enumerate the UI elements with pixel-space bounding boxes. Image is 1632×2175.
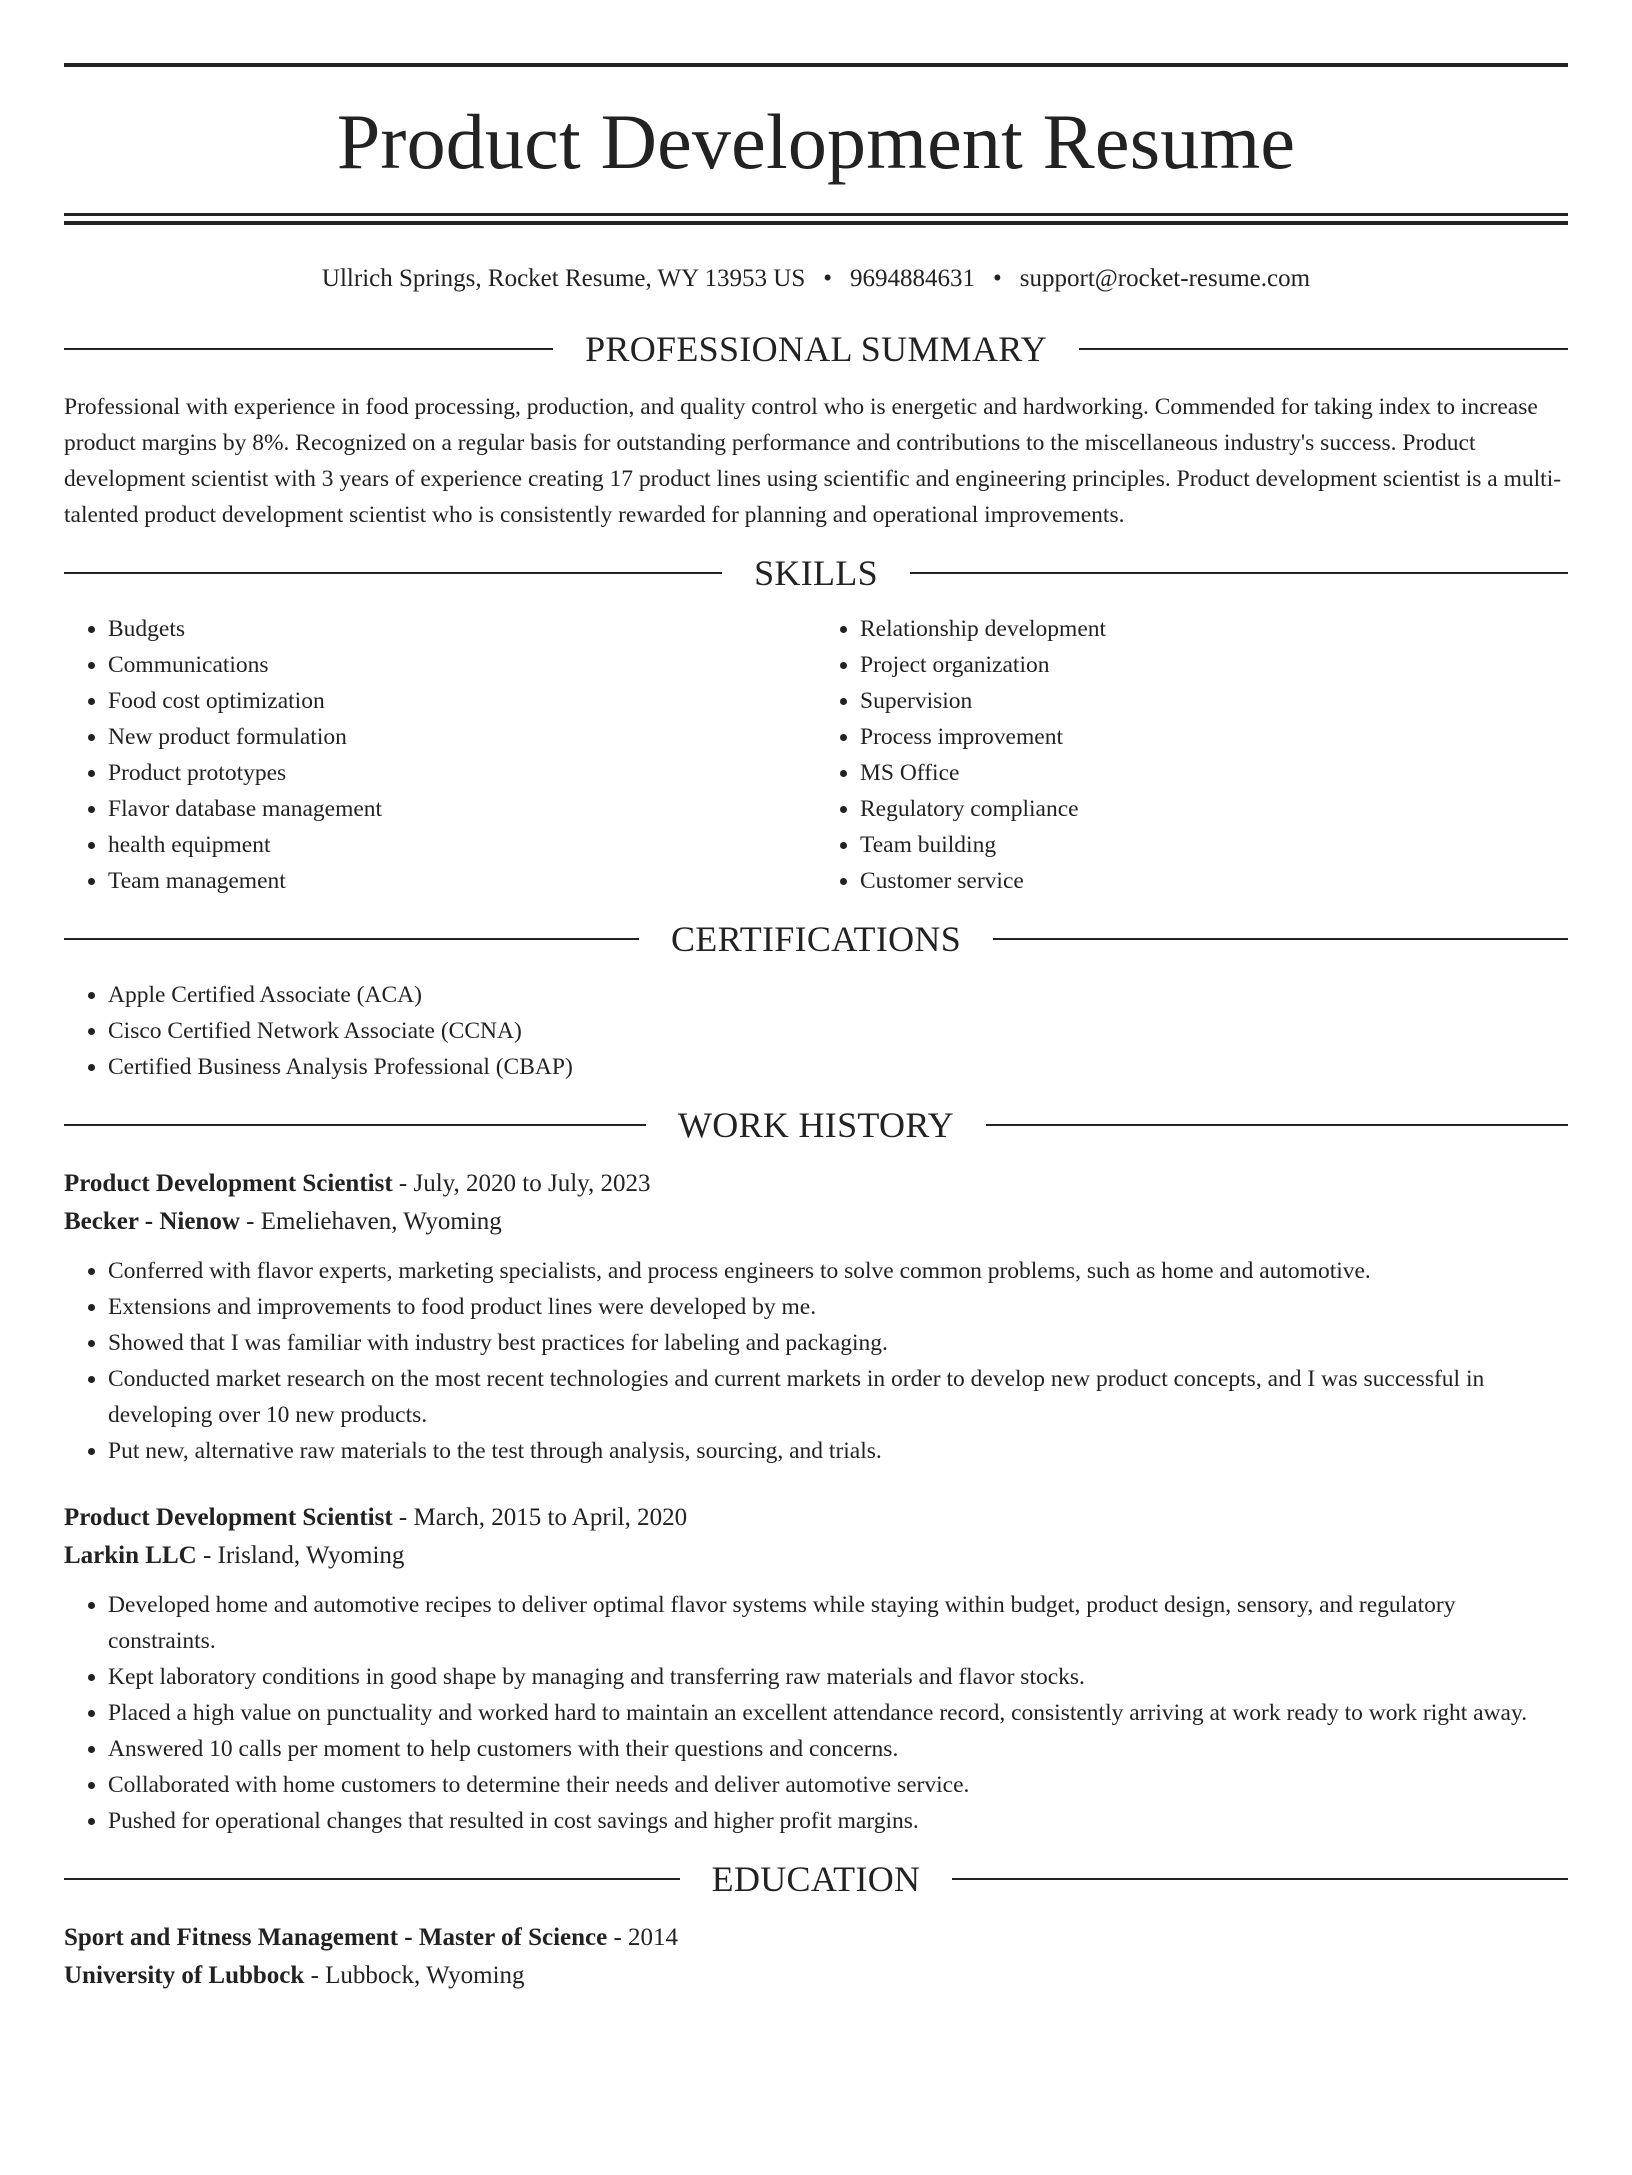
- top-rule: [64, 63, 1568, 67]
- heading-rule: [1079, 348, 1568, 350]
- section-title: EDUCATION: [711, 1859, 921, 1899]
- certifications-list: [64, 977, 1568, 1085]
- skill-item: • Relationship development: [860, 611, 1568, 647]
- contact-line: [64, 259, 1568, 299]
- section-heading-education: [64, 1851, 1568, 1907]
- resume-page: [0, 63, 1632, 2175]
- heading-rule: [993, 938, 1568, 940]
- job-bullets: [64, 1253, 1568, 1469]
- job-bullet: • Answered 10 calls per moment to help customers with their questions and concerns.: [108, 1731, 1568, 1767]
- heading-rule: [64, 1124, 646, 1126]
- job-bullet: • Collaborated with home customers to determine their needs and deliver automotive service.: [108, 1767, 1568, 1803]
- skill-item: • Budgets: [108, 611, 816, 647]
- employer-location: - Emeliehaven, Wyoming: [239, 1208, 502, 1235]
- degree-name: Sport and Fitness Management - Master of Science: [64, 1924, 608, 1951]
- job-title-line: [64, 1165, 1568, 1203]
- certification-item: • Apple Certified Associate (ACA): [108, 977, 1568, 1013]
- job-title: Product Development Scientist: [64, 1170, 393, 1197]
- degree-line: [64, 1919, 1568, 1957]
- job-title-line: [64, 1499, 1568, 1537]
- skill-item: • Product prototypes: [108, 755, 816, 791]
- skill-item: • Team management: [108, 863, 816, 899]
- contact-email: support@rocket-resume.com: [1019, 265, 1311, 292]
- school-name: University of Lubbock: [64, 1962, 305, 1989]
- summary-text: Professional with experience in food processing, production, and quality control who is energetic and hardworking. Commended for taking index to increase product margins by 8%. Recognized on a regular basis for outstanding performance and contributions to the miscellaneous industry's success. Product development scientist with 3 years of experience creating 17 product lines using scientific and engineering principles. Product development scientist is a multi-talented product development scientist who is consistently rewarded for planning and operational improvements.: [64, 394, 1562, 528]
- job-bullet: • Showed that I was familiar with industry best practices for labeling and packaging.: [108, 1325, 1568, 1361]
- job-entry: [64, 1165, 1568, 1469]
- skill-item: • Team building: [860, 827, 1568, 863]
- skill-item: • Communications: [108, 647, 816, 683]
- title-double-rule: [64, 213, 1568, 225]
- skill-item: • Process improvement: [860, 719, 1568, 755]
- job-dates: - March, 2015 to April, 2020: [392, 1504, 688, 1531]
- heading-rule: [64, 572, 722, 574]
- certification-item: • Certified Business Analysis Professional (CBAP): [108, 1049, 1568, 1085]
- heading-rule: [910, 572, 1568, 574]
- heading-rule: [986, 1124, 1568, 1126]
- section-heading-skills: [64, 545, 1568, 601]
- heading-rule: [64, 348, 553, 350]
- job-title: Product Development Scientist: [64, 1504, 393, 1531]
- job-bullet: • Extensions and improvements to food product lines were developed by me.: [108, 1289, 1568, 1325]
- skill-item: • health equipment: [108, 827, 816, 863]
- job-bullet: • Placed a high value on punctuality and worked hard to maintain an excellent attendance record, consistently arriving at work ready to work right away.: [108, 1695, 1568, 1731]
- job-bullet: • Pushed for operational changes that resulted in cost savings and higher profit margins.: [108, 1803, 1568, 1839]
- job-entry: [64, 1499, 1568, 1839]
- job-dates: - July, 2020 to July, 2023: [392, 1170, 651, 1197]
- section-title: SKILLS: [754, 553, 878, 593]
- section-heading-certifications: [64, 911, 1568, 967]
- skills-column-left: [64, 611, 816, 899]
- resume-title: Product Development Resume: [336, 98, 1296, 185]
- school-line: [64, 1957, 1568, 1995]
- job-bullet: • Kept laboratory conditions in good shape by managing and transferring raw materials and flavor stocks.: [108, 1659, 1568, 1695]
- skill-item: • Food cost optimization: [108, 683, 816, 719]
- job-bullet: • Conferred with flavor experts, marketing specialists, and process engineers to solve common problems, such as home and automotive.: [108, 1253, 1568, 1289]
- skill-item: • Project organization: [860, 647, 1568, 683]
- section-heading-work-history: [64, 1097, 1568, 1153]
- school-location: - Lubbock, Wyoming: [304, 1962, 525, 1989]
- heading-rule: [952, 1878, 1568, 1880]
- job-bullet: • Conducted market research on the most recent technologies and current markets in order to develop new product concepts, and I was successful in developing over 10 new products.: [108, 1361, 1568, 1433]
- heading-rule: [64, 938, 639, 940]
- job-bullet: • Developed home and automotive recipes to deliver optimal flavor systems while staying within budget, product design, sensory, and regulatory constraints.: [108, 1587, 1568, 1659]
- section-title: WORK HISTORY: [678, 1105, 954, 1145]
- contact-phone: 9694884631: [850, 265, 975, 292]
- employer-line: [64, 1203, 1568, 1241]
- job-bullets: [64, 1587, 1568, 1839]
- education-entry: [64, 1919, 1568, 1995]
- skills-list: [64, 611, 1568, 899]
- degree-year: - 2014: [607, 1924, 679, 1951]
- job-bullet: • Put new, alternative raw materials to the test through analysis, sourcing, and trials.: [108, 1433, 1568, 1469]
- section-title: CERTIFICATIONS: [670, 919, 962, 959]
- skills-column-right: [816, 611, 1568, 899]
- skill-item: • MS Office: [860, 755, 1568, 791]
- section-heading-summary: [64, 321, 1568, 377]
- certification-item: • Cisco Certified Network Associate (CCNA): [108, 1013, 1568, 1049]
- employer-line: [64, 1537, 1568, 1575]
- contact-separator: •: [993, 265, 1002, 292]
- skill-item: • Supervision: [860, 683, 1568, 719]
- skill-item: • Flavor database management: [108, 791, 816, 827]
- heading-rule: [64, 1878, 680, 1880]
- section-title: PROFESSIONAL SUMMARY: [585, 329, 1047, 369]
- employer-location: - Irisland, Wyoming: [196, 1542, 405, 1569]
- skill-item: • New product formulation: [108, 719, 816, 755]
- skill-item: • Regulatory compliance: [860, 791, 1568, 827]
- contact-address: Ullrich Springs, Rocket Resume, WY 13953 US: [321, 265, 806, 292]
- contact-separator: •: [823, 265, 832, 292]
- employer-name: Becker - Nienow: [64, 1208, 240, 1235]
- employer-name: Larkin LLC: [64, 1542, 197, 1569]
- skill-item: • Customer service: [860, 863, 1568, 899]
